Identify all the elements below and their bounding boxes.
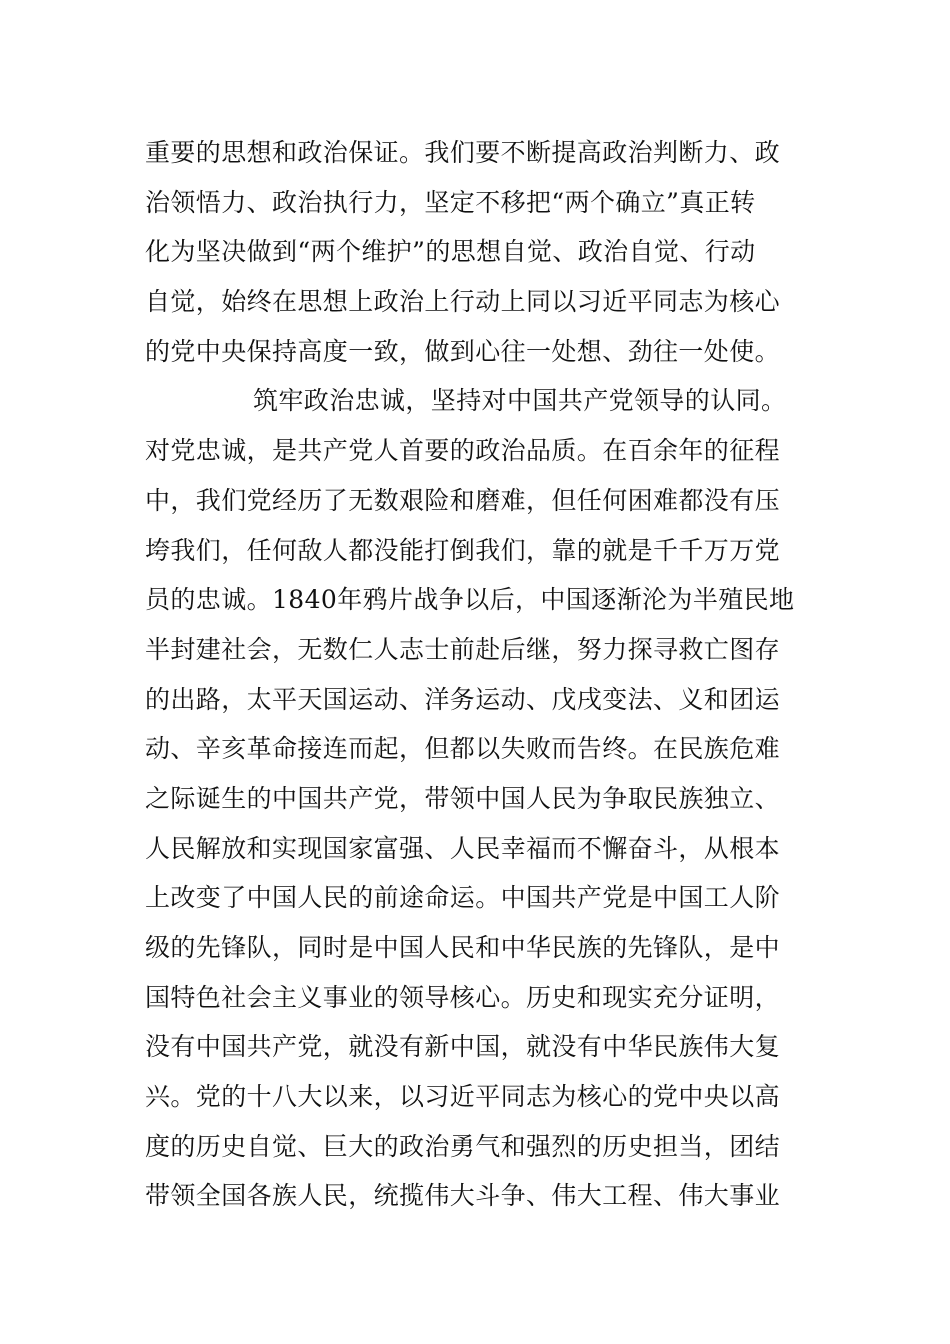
text-line: 对党忠诚，是共产党人首要的政治品质。在百余年的征程 — [145, 436, 781, 466]
text-line: 化为坚决做到“两个维护”的思想自觉、政治自觉、行动 — [145, 237, 756, 267]
body-text — [145, 128, 845, 1221]
text-line: 上改变了中国人民的前途命运。中国共产党是中国工人阶 — [145, 883, 781, 913]
text-line: 级的先锋队，同时是中国人民和中华民族的先锋队，是中 — [145, 933, 781, 962]
text-line: 动、辛亥革命接连而起，但都以失败而告终。在民族危难 — [145, 734, 781, 764]
text-line: 兴。党的十八大以来，以习近平同志为核心的党中央以高 — [145, 1082, 781, 1112]
section-heading: 筑牢政治忠诚，坚持对中国共产党领导的认同。 — [253, 386, 787, 416]
text-line: 员的忠诚。1840年鸦片战争以后，中国逐渐沦为半殖民地 — [145, 585, 795, 615]
text-line: 垮我们，任何敌人都没能打倒我们，靠的就是千千万万党 — [145, 535, 781, 565]
text-line: 自觉，始终在思想上政治上行动上同以习近平同志为核心 — [145, 287, 781, 317]
text-line: 半封建社会，无数仁人志士前赴后继，努力探寻救亡图存 — [145, 634, 781, 664]
text-line: 中，我们党经历了无数艰险和磨难，但任何困难都没有压 — [145, 485, 781, 515]
text-line: 的出路，太平天国运动、洋务运动、戊戌变法、义和团运 — [145, 684, 781, 714]
text-line: 人民解放和实现国家富强、人民幸福而不懈奋斗，从根本 — [145, 833, 781, 863]
text-line: 之际诞生的中国共产党，带领中国人民为争取民族独立、 — [145, 783, 781, 813]
text-line: 没有中国共产党，就没有新中国，就没有中华民族伟大复 — [145, 1032, 781, 1062]
text-line: 国特色社会主义事业的领导核心。历史和现实充分证明， — [145, 982, 781, 1012]
text-line: 度的历史自觉、巨大的政治勇气和强烈的历史担当，团结 — [145, 1131, 781, 1161]
text-line: 重要的思想和政治保证。我们要不断提高政治判断力、政 — [145, 138, 781, 167]
text-line: 带领全国各族人民，统揽伟大斗争、伟大工程、伟大事业 — [145, 1181, 781, 1211]
text-line: 的党中央保持高度一致，做到心往一处想、劲往一处使。 — [145, 336, 781, 366]
text-line: 治领悟力、政治执行力，坚定不移把“两个确立”真正转 — [145, 187, 756, 217]
